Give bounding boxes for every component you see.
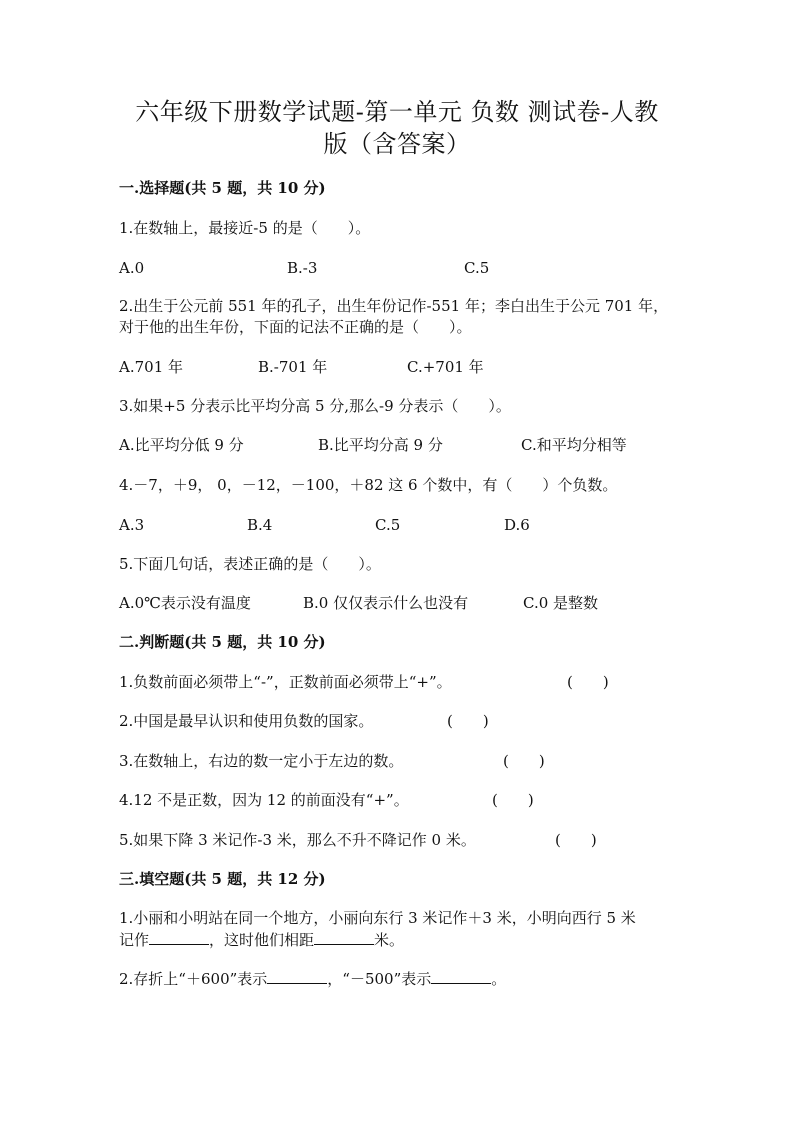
option-c: C.5 [375, 516, 401, 534]
question-fragment: ，这时他们相距 [209, 931, 315, 949]
question-text: 5.下面几句话，表述正确的是（ ）。 [119, 555, 381, 573]
question-text: 1.小丽和小明站在同一个地方，小丽向东行 3 米记作＋3 米，小明向西行 5 米 [119, 909, 636, 927]
judgement-item: 5.如果下降 3 米记作-3 米，那么不升不降记作 0 米。 [119, 831, 476, 849]
question-fragment: 米。 [374, 931, 405, 949]
answer-parentheses: ( ) [447, 712, 489, 730]
answer-parentheses: ( ) [555, 831, 597, 849]
section-heading-choice: 一.选择题(共 5 题，共 10 分) [119, 179, 326, 197]
option-d: D.6 [504, 516, 530, 534]
answer-parentheses: ( ) [503, 752, 545, 770]
option-a: A.3 [119, 516, 145, 534]
option-a: A.0℃表示没有温度 [119, 594, 251, 612]
option-b: B.0 仅仅表示什么也没有 [303, 594, 469, 612]
option-a: A.701 年 [119, 358, 183, 376]
page-title-line1: 六年级下册数学试题-第一单元 负数 测试卷-人教 [135, 98, 659, 126]
section-heading-fill-blank: 三.填空题(共 5 题，共 12 分) [119, 870, 326, 888]
question-fragment: ，“－500”表示 [327, 970, 432, 988]
section-heading-judgement: 二.判断题(共 5 题，共 10 分) [119, 633, 326, 651]
option-c: C.+701 年 [407, 358, 484, 376]
question-text: 2.出生于公元前 551 年的孔子，出生年份记作-551 年；李白出生于公元 701 年， [119, 297, 669, 315]
answer-blank[interactable] [267, 969, 327, 984]
option-b: B.-3 [287, 259, 318, 277]
question-text: 对于他的出生年份，下面的记法不正确的是（ ）。 [119, 318, 472, 336]
option-c: C.0 是整数 [523, 594, 599, 612]
judgement-item: 2.中国是最早认识和使用负数的国家。 [119, 712, 374, 730]
option-a: A.0 [119, 259, 145, 277]
question-text: 1.在数轴上，最接近-5 的是（ ）。 [119, 219, 371, 237]
page-title-line2: 版（含答案） [323, 130, 471, 158]
judgement-item: 1.负数前面必须带上“-”，正数前面必须带上“+”。 [119, 673, 452, 691]
question-fragment: 2.存折上“＋600”表示 [119, 970, 268, 988]
judgement-item: 3.在数轴上，右边的数一定小于左边的数。 [119, 752, 404, 770]
option-b: B.-701 年 [258, 358, 328, 376]
question-fragment: 记作 [119, 931, 150, 949]
option-b: B.比平均分高 9 分 [318, 436, 443, 454]
answer-parentheses: ( ) [567, 673, 609, 691]
question-text [119, 969, 506, 989]
question-text: 4.－7，＋9， 0，－12，－100，＋82 这 6 个数中，有（ ）个负数。 [119, 476, 618, 494]
answer-blank[interactable] [149, 930, 209, 945]
answer-parentheses: ( ) [492, 791, 534, 809]
option-c: C.5 [464, 259, 490, 277]
question-text-line2 [119, 930, 404, 950]
answer-blank[interactable] [314, 930, 374, 945]
option-b: B.4 [247, 516, 273, 534]
answer-blank[interactable] [431, 969, 491, 984]
judgement-item: 4.12 不是正数，因为 12 的前面没有“+”。 [119, 791, 409, 809]
option-c: C.和平均分相等 [521, 436, 627, 454]
question-text: 3.如果+5 分表示比平均分高 5 分,那么-9 分表示（ ）。 [119, 397, 511, 415]
question-fragment: 。 [491, 970, 507, 988]
option-a: A.比平均分低 9 分 [119, 436, 244, 454]
